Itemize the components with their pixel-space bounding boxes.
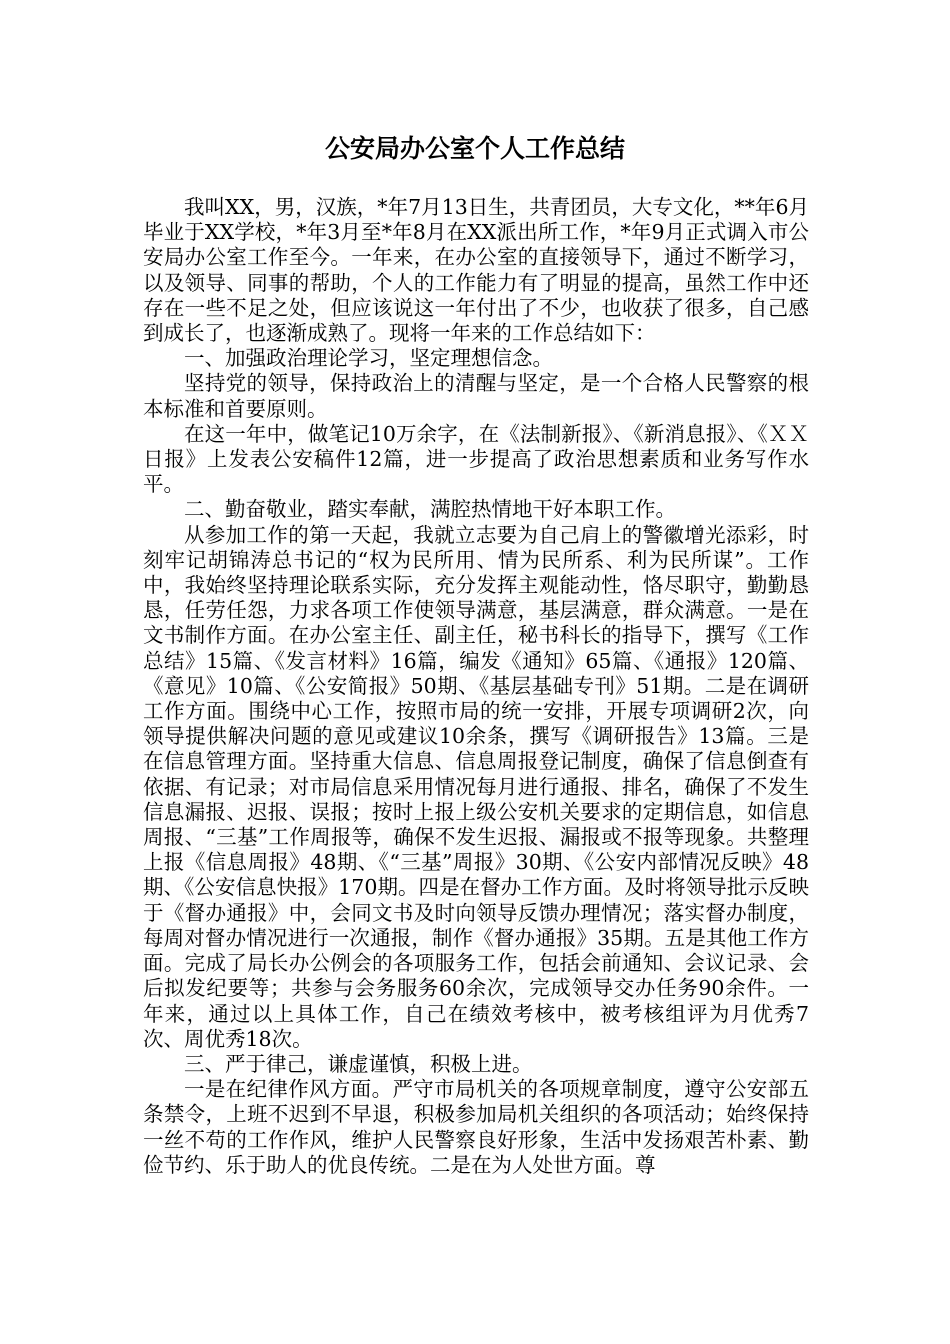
section-heading-2: 二、勤奋敬业，踏实奉献，满腔热情地干好本职工作。: [184, 497, 676, 522]
paragraph: 从参加工作的第一天起，我就立志要为自己肩上的警徽增光添彩，时刻牢记胡锦涛总书记的“权为民所用、情为民所系、利为民所谋”。工作中，我始终坚持理论联系实际，充分发挥主观能动性，恪尽职守，勤勤恳恳，任劳任怨，力求各项工作使领导满意，基层满意，群众满意。一是在文书制作方面。在办公室主任、副主任，秘书科长的指导下，撰写《工作总结》15篇、《发言材料》16篇，编发《通知》65篇、《通报》120篇、《意见》10篇、《公安简报》50期、《基层基础专刊》51期。二是在调研工作方面。围绕中心工作，按照市局的统一安排，开展专项调研2次，向领导提供解决问题的意见或建议10余条，撰写《调研报告》13篇。三是在信息管理方面。坚持重大信息、信息周报登记制度，确保了信息倒查有依据、有记录；对市局信息采用情况每月进行通报、排名，确保了不发生信息漏报、迟报、误报；按时上报上级公安机关要求的定期信息，如信息周报、“三基”工作周报等，确保不发生迟报、漏报或不报等现象。共整理上报《信息周报》48期、《“三基”周报》30期、《公安内部情况反映》48期、《公安信息快报》170期。四是在督办工作方面。及时将领导批示反映于《督办通报》中，会同文书及时向领导反馈办理情况；落实督办制度，每周对督办情况进行一次通报，制作《督办通报》35期。五是其他工作方面。完成了局长办公例会的各项服务工作，包括会前通知、会议记录、会后拟发纪要等；共参与会务服务60余次，完成领导交办任务90余件。一年来，通过以上具体工作，自己在绩效考核中，被考核组评为月优秀7次、周优秀18次。: [143, 522, 809, 1051]
section-heading-3: 三、严于律己，谦虚谨慎，积极上进。: [184, 1051, 533, 1076]
paragraph-intro: 我叫XX，男，汉族，*年7月13日生，共青团员，大专文化，**年6月毕业于XX学校，*年3月至*年8月在XX派出所工作，*年9月正式调入市公安局办公室工作至今。一年来，在办公室的直接领导下，通过不断学习，以及领导、同事的帮助，个人的工作能力有了明显的提高，虽然工作中还存在一些不足之处，但应该说这一年付出了不少，也收获了很多，自己感到成长了，也逐渐成熟了。现将一年来的工作总结如下：: [143, 195, 809, 346]
document-title: 公安局办公室个人工作总结: [324, 134, 625, 163]
paragraph: 坚持党的领导，保持政治上的清醒与坚定，是一个合格人民警察的根本标准和首要原则。: [143, 371, 809, 421]
section-heading-1: 一、加强政治理论学习，坚定理想信念。: [184, 346, 553, 371]
paragraph: 在这一年中，做笔记10万余字，在《法制新报》、《新消息报》、《ＸＸ日报》上发表公安稿件12篇，进一步提高了政治思想素质和业务写作水平。: [143, 421, 809, 497]
paragraph: 一是在纪律作风方面。严守市局机关的各项规章制度，遵守公安部五条禁令，上班不迟到不早退，积极参加局机关组织的各项活动；始终保持一丝不苟的工作作风，维护人民警察良好形象，生活中发扬艰苦朴素、勤俭节约、乐于助人的优良传统。二是在为人处世方面。尊: [143, 1077, 809, 1177]
document-body: [143, 195, 809, 1178]
